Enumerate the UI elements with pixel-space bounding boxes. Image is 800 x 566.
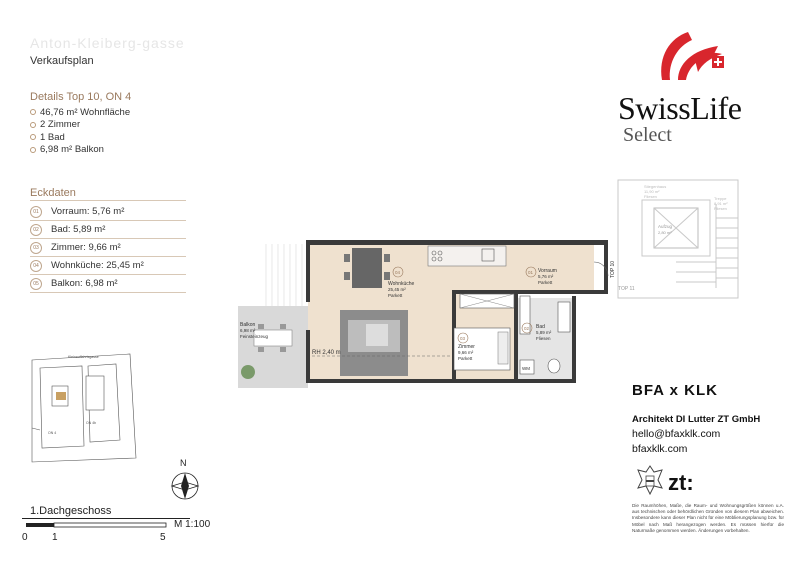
- room-floor: Fliesen: [536, 336, 551, 341]
- room-area: 6,98 m²: [240, 328, 256, 333]
- room-name: Bad: [536, 324, 545, 330]
- scale-ratio: M 1:100: [174, 519, 211, 530]
- eckdaten-row: 05 Balkon: 6,98 m²: [30, 275, 186, 293]
- bullet-icon: [30, 122, 36, 128]
- eckdaten-row: 01 Vorraum: 5,76 m²: [30, 203, 186, 221]
- treppe-area: 8,91 m²: [714, 201, 728, 206]
- faint-project-title: Anton-Kleiberg-gasse: [30, 35, 185, 51]
- room-num: 04: [395, 270, 401, 275]
- room-area: 25,45 m²: [388, 287, 406, 292]
- floor-label: 1.Dachgeschoss: [30, 505, 112, 517]
- room-name: Balkon: [240, 322, 256, 328]
- compass-label: N: [180, 458, 187, 468]
- top11-label: TOP 11: [618, 286, 635, 292]
- room-name: Wohnküche: [388, 281, 415, 287]
- treppe-label: Treppe: [714, 196, 727, 201]
- austrian-eagle-icon: [636, 464, 664, 496]
- room-name: Vorraum: [538, 268, 557, 274]
- room-floor: Feinsteinzeug: [240, 334, 269, 339]
- room-area: 9,66 m²: [458, 350, 474, 355]
- eckdaten-row: 03 Zimmer: 9,66 m²: [30, 239, 186, 257]
- zt-logo: zt:: [668, 470, 694, 495]
- site-plan: [12, 350, 142, 465]
- room-floor: Parkett: [538, 280, 553, 285]
- scale-tick: 0: [22, 532, 28, 543]
- lift-label: Aufzug: [658, 224, 673, 229]
- lift-area: 2,80 m²: [658, 230, 672, 235]
- scale-tick: 1: [52, 532, 58, 543]
- bathtub: [558, 302, 570, 332]
- site-highlight: [56, 392, 66, 400]
- ceiling-height-label: RH 2,40 m: [312, 350, 341, 356]
- eckdaten-row: 04 Wohnküche: 25,45 m²: [30, 257, 186, 275]
- wm-label: WM: [522, 366, 530, 371]
- disclaimer-text: Die Raumhöhen, Maße, die Raum- und Wohnungsgrößen können u.A. aus technischen oder behördlichen Gründen von diesem Plan abweichen. Insbesondere kann dieser Plan nicht für eine Möblierungsplanung bzw. für Möbel nach Maß herangezogen werden. Es müssen hierfür die Naturmaße genommen werden. Änderungen vorbehalten.: [632, 503, 784, 533]
- bullet-icon: [30, 147, 36, 153]
- architect-brand: BFA x KLK: [632, 382, 718, 399]
- site-on4b-label: ON 4b: [86, 421, 97, 425]
- eckdaten-row: 02 Bad: 5,89 m²: [30, 221, 186, 239]
- scale-bar: [26, 521, 168, 531]
- detail-item: 46,76 m² Wohnfläche: [30, 106, 130, 119]
- brand-sub-text: Select: [623, 124, 672, 146]
- plant-icon: [241, 365, 255, 379]
- swisslife-swoosh-icon: [648, 28, 730, 90]
- room-floor: Parkett: [458, 356, 473, 361]
- room-area: 5,89 m²: [536, 330, 552, 335]
- room-num: 03: [460, 336, 466, 341]
- detail-item: 6,98 m² Balkon: [30, 144, 130, 157]
- room-area: 5,76 m²: [538, 274, 554, 279]
- brand-logo-text: SwissLife: [618, 90, 742, 126]
- neighbor-stair-label: Stiegenhaus: [644, 184, 667, 189]
- site-street-label: Kleinauffahrtsgasse: [68, 355, 99, 359]
- room-num: 01: [528, 270, 534, 275]
- eckdaten-title: Eckdaten: [30, 187, 76, 199]
- neighbor-stair-area: 11,90 m²: [644, 189, 660, 194]
- floor-underline: [22, 518, 190, 519]
- plan-type-label: Verkaufsplan: [30, 55, 94, 67]
- site-on4-label: ON 4: [48, 431, 57, 435]
- details-list: [30, 106, 130, 156]
- room-name: Zimmer: [458, 344, 475, 350]
- detail-item: 2 Zimmer: [30, 119, 130, 132]
- treppe-floor: Fliesen: [714, 206, 727, 211]
- scale-tick: 5: [160, 532, 166, 543]
- architect-firm: Architekt DI Lutter ZT GmbH: [632, 414, 761, 425]
- details-title: Details Top 10, ON 4: [30, 91, 132, 103]
- dining-table: [352, 248, 382, 288]
- detail-item: 1 Bad: [30, 131, 130, 144]
- toilet: [548, 359, 560, 373]
- bullet-icon: [30, 134, 36, 140]
- room-floor: Parkett: [388, 293, 403, 298]
- architect-email[interactable]: hello@bfaxklk.com: [632, 428, 721, 440]
- eckdaten-divider: [30, 200, 186, 201]
- compass-icon: [170, 471, 200, 501]
- architect-website[interactable]: bfaxklk.com: [632, 443, 688, 455]
- floor-plan: [228, 238, 624, 390]
- neighbor-stair-floor: Fliesen: [644, 194, 657, 199]
- top-label: TOP 10: [610, 260, 616, 278]
- bullet-icon: [30, 109, 36, 115]
- room-num: 02: [524, 326, 530, 331]
